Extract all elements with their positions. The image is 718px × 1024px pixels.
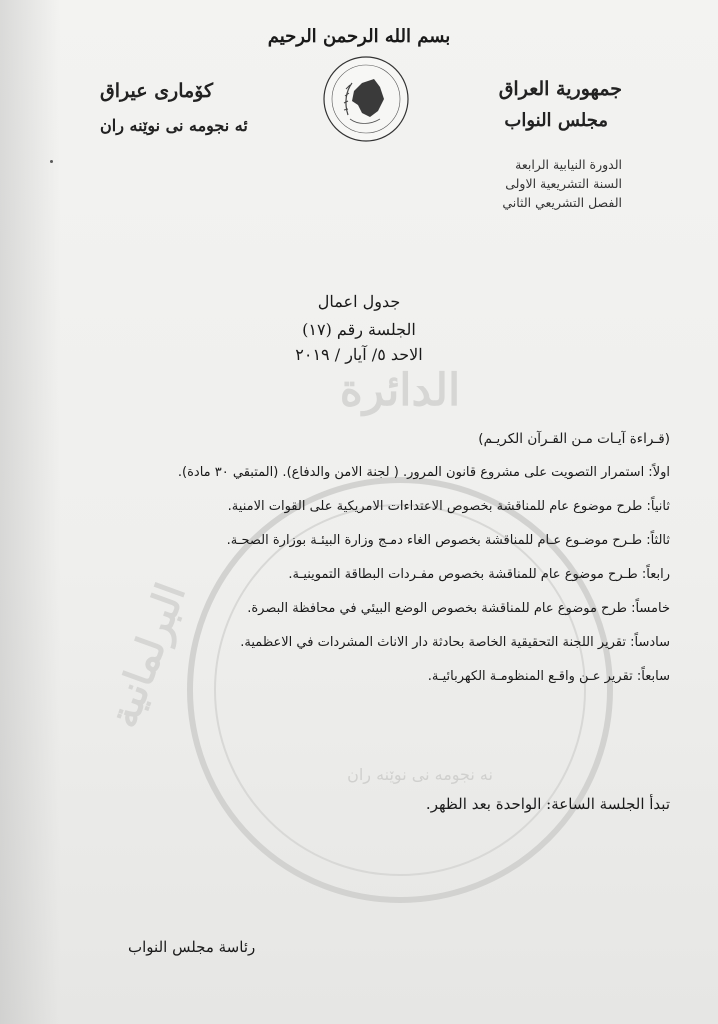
session-date: الاحد ٥/ آيار / ٢٠١٩ xyxy=(295,345,423,364)
parliament-name-kurdish: ئه نجومه نی نوێنه ران xyxy=(100,116,248,135)
agenda-item-7: سابعاً: تقرير عـن واقـع المنظومـة الكهربائيـة. xyxy=(427,669,670,684)
agenda-item-5: خامساً: طرح موضوع عام للمناقشة بخصوص الوضع البيئي في محافظة البصرة. xyxy=(247,601,670,616)
session-start-time: تبدأ الجلسة الساعة: الواحدة بعد الظهر. xyxy=(425,795,670,813)
agenda-item-4: رابعاً: طـرح موضوع عام للمناقشة بخصوص مفـردات البطاقة التموينيـة. xyxy=(288,567,670,582)
agenda-item-quran: (قـراءة آيـات مـن القـرآن الكريـم) xyxy=(478,431,670,447)
session-meta xyxy=(502,155,622,212)
svg-text:الدائرة: الدائرة xyxy=(339,365,461,416)
parliament-emblem-icon xyxy=(322,55,410,143)
country-name-arabic: جمهورية العراق xyxy=(498,78,622,100)
agenda-item-1: اولاً: استمرار التصويت على مشروع قانون المرور. ( لجنة الامن والدفاع). (المتبقي ٣٠ مادة). xyxy=(177,465,670,480)
agenda-item-2: ثانياً: طرح موضوع عام للمناقشة بخصوص الاعتداءات الامريكية على القوات الامنية. xyxy=(227,499,670,514)
agenda-item-3: ثالثاً: طـرح موضـوع عـام للمناقشة بخصوص الغاء دمـج وزارة البيئـة بوزارة الصحـة. xyxy=(226,533,670,548)
agenda-items xyxy=(50,428,670,700)
parliament-name-arabic: مجلس النواب xyxy=(504,110,608,131)
session-number: الجلسة رقم (١٧) xyxy=(302,320,416,339)
agenda-title: جدول اعمال xyxy=(317,292,401,311)
legislative-term: الفصل التشريعي الثاني xyxy=(502,195,622,210)
svg-text:البرلمانية: البرلمانية xyxy=(100,577,195,734)
legislative-year: السنة التشريعية الاولى xyxy=(505,176,622,191)
parliamentary-term: الدورة النيابية الرابعة xyxy=(515,157,622,172)
agenda-item-6: سادساً: تقرير اللجنة التحقيقية الخاصة بحادثة دار الاناث المشردات في الاعظمية. xyxy=(240,635,670,650)
svg-text:نه نجومه نی نوێنه ران: نه نجومه نی نوێنه ران xyxy=(347,765,493,784)
ink-dot xyxy=(50,160,53,163)
country-name-kurdish: كۆماری عیراق xyxy=(100,80,214,102)
signature: رئاسة مجلس النواب xyxy=(128,938,256,956)
basmala: بسم الله الرحمن الرحيم xyxy=(267,26,451,47)
